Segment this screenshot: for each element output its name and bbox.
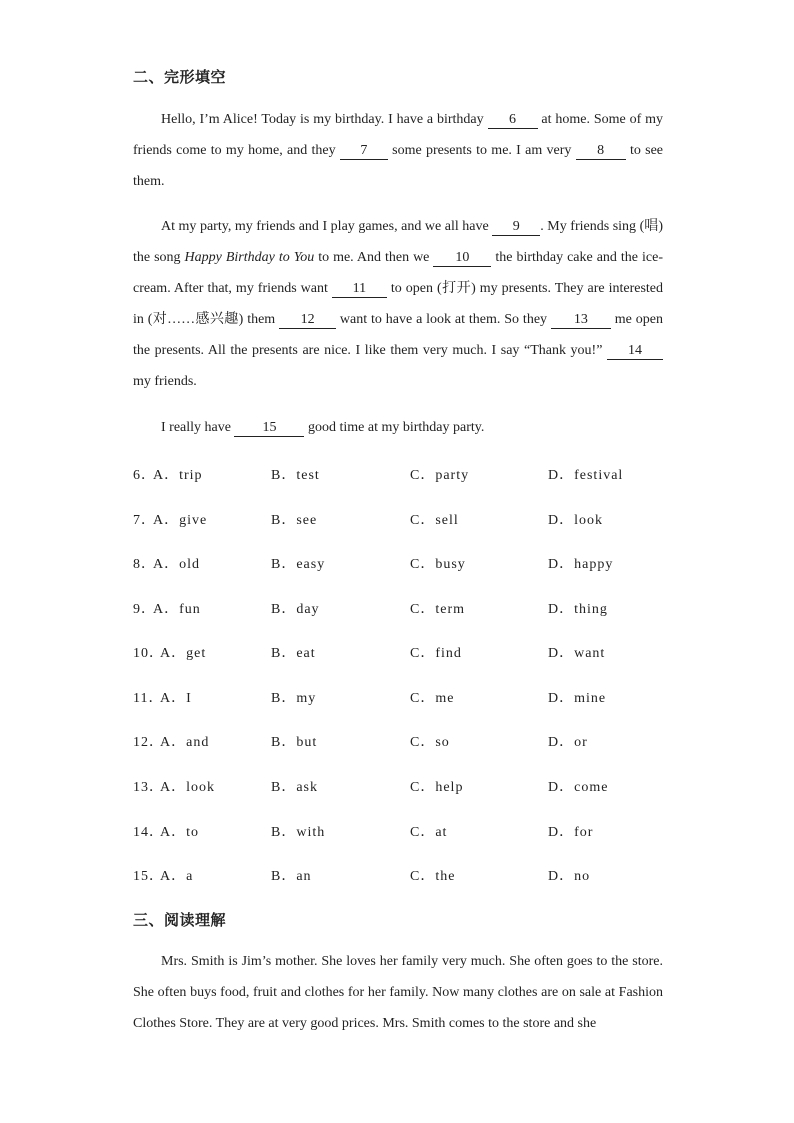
question-number: 10． <box>133 646 164 661</box>
option-row <box>133 776 673 796</box>
text: Hello, I’m Alice! Today is my birthday. I have a birthday <box>161 112 488 127</box>
text: the birthday cake and the ice-cream. After that, my friends want <box>133 250 663 296</box>
text: me open the presents. All the presents are nice. I like them very much. I say “Thank you!” <box>133 312 663 358</box>
text: I really have <box>161 420 235 435</box>
option-a: A．give <box>153 513 208 528</box>
question-number: 15． <box>133 869 164 884</box>
question-number: 13． <box>133 780 164 795</box>
question-number: 11． <box>133 691 164 706</box>
option-d: D．festival <box>548 468 624 483</box>
text: to see them. <box>133 143 663 189</box>
option-row <box>133 598 673 618</box>
question-number: 12． <box>133 735 164 750</box>
blank-8: 8 <box>576 142 626 160</box>
option-a: A．and <box>160 735 210 750</box>
blank-9: 9 <box>492 218 540 236</box>
option-d: D．happy <box>548 557 614 572</box>
blank-6: 6 <box>488 111 538 129</box>
option-d: D．for <box>548 825 594 840</box>
option-c: C．find <box>410 646 462 661</box>
option-a: A．look <box>160 780 215 795</box>
option-c: C．me <box>410 691 455 706</box>
text: some presents to me. I am very <box>387 143 576 158</box>
option-b: B．easy <box>271 557 326 572</box>
option-a: A．old <box>153 557 200 572</box>
song-title: Happy Birthday to You <box>184 250 315 265</box>
blank-14: 14 <box>607 342 663 360</box>
option-c: C．the <box>410 869 456 884</box>
option-a: A．a <box>160 869 194 884</box>
option-row <box>133 553 673 573</box>
option-row <box>133 464 673 484</box>
cloze-paragraph-3 <box>133 412 663 443</box>
question-number: 7． <box>133 513 156 528</box>
option-a: A．I <box>160 691 192 706</box>
blank-7: 7 <box>340 142 388 160</box>
option-d: D．or <box>548 735 588 750</box>
text: want to have a look at them. So they <box>336 312 551 327</box>
blank-12: 12 <box>279 311 336 329</box>
blank-10: 10 <box>433 249 491 267</box>
option-row <box>133 687 673 707</box>
option-b: B．an <box>271 869 312 884</box>
blank-11: 11 <box>332 280 387 298</box>
option-c: C．help <box>410 780 464 795</box>
option-row <box>133 731 673 751</box>
text: good time at my birthday party. <box>304 420 485 435</box>
option-b: B．ask <box>271 780 318 795</box>
option-c: C．so <box>410 735 450 750</box>
option-b: B．eat <box>271 646 316 661</box>
text: . My friends sing (唱) the song <box>133 219 663 265</box>
question-number: 9． <box>133 602 156 617</box>
option-row <box>133 821 673 841</box>
option-c: C．at <box>410 825 448 840</box>
option-row <box>133 865 673 885</box>
text: at home. Some of my friends come to my home, and they <box>133 112 663 158</box>
question-number: 14． <box>133 825 164 840</box>
blank-15: 15 <box>234 419 304 437</box>
text: At my party, my friends and I play games, and we all have <box>161 219 493 234</box>
question-number: 8． <box>133 557 156 572</box>
text: to open (打开) my presents. They are interested in (对……感兴趣) them <box>133 281 664 327</box>
option-b: B．day <box>271 602 320 617</box>
option-b: B．my <box>271 691 317 706</box>
reading-text: Mrs. Smith is Jim’s mother. She loves her family very much. She often goes to the store. She often buys food, fruit and clothes for her family. Now many clothes are on sale at Fashion Clothes Store. They are at very good prices. Mrs. Smith comes to the store and she <box>133 954 663 1031</box>
question-number: 6． <box>133 468 156 483</box>
option-c: C．busy <box>410 557 466 572</box>
text: my friends. <box>133 374 197 389</box>
cloze-paragraph-2 <box>133 211 663 397</box>
option-c: C．term <box>410 602 465 617</box>
option-c: C．sell <box>410 513 459 528</box>
section-title-reading: 三、阅读理解 <box>133 911 227 929</box>
option-a: A．to <box>160 825 199 840</box>
cloze-paragraph-1 <box>133 104 663 197</box>
option-b: B．test <box>271 468 320 483</box>
option-d: D．look <box>548 513 603 528</box>
option-d: D．mine <box>548 691 607 706</box>
option-row <box>133 509 673 529</box>
option-a: A．trip <box>153 468 203 483</box>
option-row <box>133 642 673 662</box>
reading-paragraph-1 <box>133 946 663 1039</box>
option-c: C．party <box>410 468 470 483</box>
section-title-cloze: 二、完形填空 <box>133 68 227 86</box>
option-a: A．fun <box>153 602 201 617</box>
text: to me. And then we <box>314 250 434 265</box>
option-d: D．no <box>548 869 591 884</box>
option-a: A．get <box>160 646 207 661</box>
option-d: D．come <box>548 780 609 795</box>
option-b: B．but <box>271 735 318 750</box>
option-b: B．see <box>271 513 318 528</box>
option-b: B．with <box>271 825 326 840</box>
blank-13: 13 <box>551 311 611 329</box>
option-d: D．thing <box>548 602 608 617</box>
option-d: D．want <box>548 646 606 661</box>
